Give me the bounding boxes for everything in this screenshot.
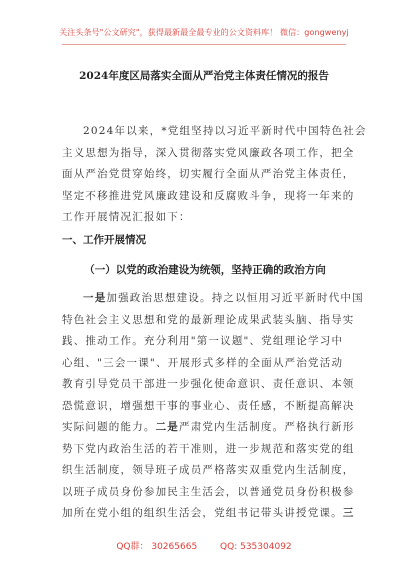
body-text: 实际问题的能力。 (62, 421, 156, 433)
header-divider (62, 44, 346, 45)
body-line: 织生活制度，领导班子成员严格落实双重党内生活制度， (62, 464, 355, 476)
intro-line: 2024年以来，*党组坚持以习近平新时代中国特色社会 (83, 125, 367, 137)
intro-line: 面从严治党贯穿始终，切实履行全面从严治党主体责任， (62, 168, 355, 180)
section-heading: 一、工作开展情况 (62, 234, 146, 246)
body-text: 加强政治思想建设。持之以恒用习近平新时代中国 (106, 292, 364, 304)
body-line: 恐慌意识，增强想干事的事业心、责任感，不断提高解决 (62, 399, 355, 412)
intro-line: 主义思想为指导，深入贯彻落实党风廉政各项工作，把全 (62, 146, 355, 159)
body-line: 特色社会主义思想和党的最新理论成果武装头脑、指导实 (62, 313, 355, 326)
body-line: 心组、"三会一课"、开展形式多样的全面从严治党活动 (62, 356, 344, 369)
body-paragraph (62, 288, 364, 525)
body-line (62, 417, 355, 439)
intro-line: 工作开展情况汇报如下： (62, 211, 191, 223)
qq-contact-label: QQ: 535304092 (220, 542, 292, 552)
subsection-heading: （一）以党的政治建设为统领，坚持正确的政治方向 (84, 264, 326, 276)
body-text: 严肃党内生活制度。严格执行新形 (179, 421, 355, 433)
body-line: 以班子成员身份参加民主生活会，以普通党员身份积极参 (62, 485, 355, 498)
body-line (62, 503, 355, 525)
body-line (62, 288, 364, 310)
body-line: 教育引导党员干部进一步强化使命意识、责任意识、本领 (62, 378, 355, 390)
intro-line: 坚定不移推进党风廉政建设和反腐败斗争，现将一年来的 (62, 189, 355, 202)
body-line: 践、推动工作。充分利用"第一议题"、党组理论学习中 (62, 335, 344, 347)
body-text: 加所在党小组的组织生活会，党组书记带头讲授党课。 (62, 507, 343, 519)
lead-marker: 二是 (155, 421, 180, 433)
qq-group-label: QQ群： 30265665 (116, 542, 198, 552)
lead-marker: 三 (342, 507, 355, 519)
lead-marker: 一是 (83, 292, 107, 304)
body-line: 势下党内政治生活的若干准则，进一步规范和落实党的组 (62, 442, 355, 455)
contact-footer (0, 539, 408, 552)
intro-paragraph (62, 121, 367, 229)
promo-header[interactable]: 关注头条号"公文研究"，获得最新最全最专业的公文资料库！ 微信：gongwenyj (59, 28, 349, 37)
document-title: 2024年度区局落实全面从严治党主体责任情况的报告 (79, 70, 329, 82)
